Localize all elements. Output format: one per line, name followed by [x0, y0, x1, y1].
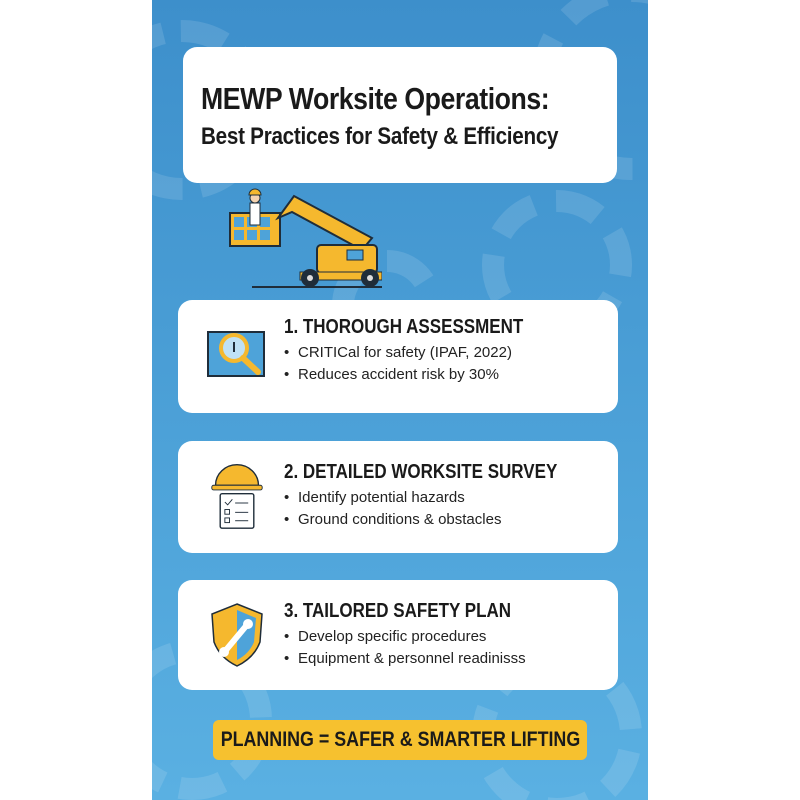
step-heading: 3. TAILORED SAFETY PLAN — [284, 600, 512, 622]
step-heading: 1. THOROUGH ASSESSMENT — [284, 316, 524, 338]
bullet: • Develop specific procedures — [284, 628, 551, 645]
bullet: • Identify potential hazards — [284, 489, 606, 506]
bullet: • Ground conditions & obstacles — [284, 511, 606, 528]
infographic-panel — [152, 0, 648, 800]
hardhat-checklist-icon — [202, 461, 272, 531]
step-card-survey — [178, 441, 618, 553]
title-card — [183, 47, 617, 183]
step-heading: 2. DETAILED WORKSITE SURVEY — [284, 461, 558, 483]
page-title: MEWP Worksite Operations: — [201, 81, 550, 116]
step-card-assessment — [178, 300, 618, 413]
conclusion-banner — [213, 720, 587, 760]
step-card-safety-plan — [178, 580, 618, 690]
bullet: • Equipment & personnel readinisss — [284, 650, 551, 667]
banner-text: PLANNING = SAFER & SMARTER LIFTING — [220, 728, 580, 751]
boom-lift-illustration-icon — [212, 188, 382, 293]
magnifier-blueprint-icon — [202, 322, 272, 392]
shield-wrench-icon — [202, 600, 272, 670]
bullet: • CRITICal for safety (IPAF, 2022) — [284, 344, 566, 361]
page-subtitle: Best Practices for Safety & Efficiency — [201, 123, 559, 150]
bullet: • Reduces accident risk by 30% — [284, 366, 566, 383]
